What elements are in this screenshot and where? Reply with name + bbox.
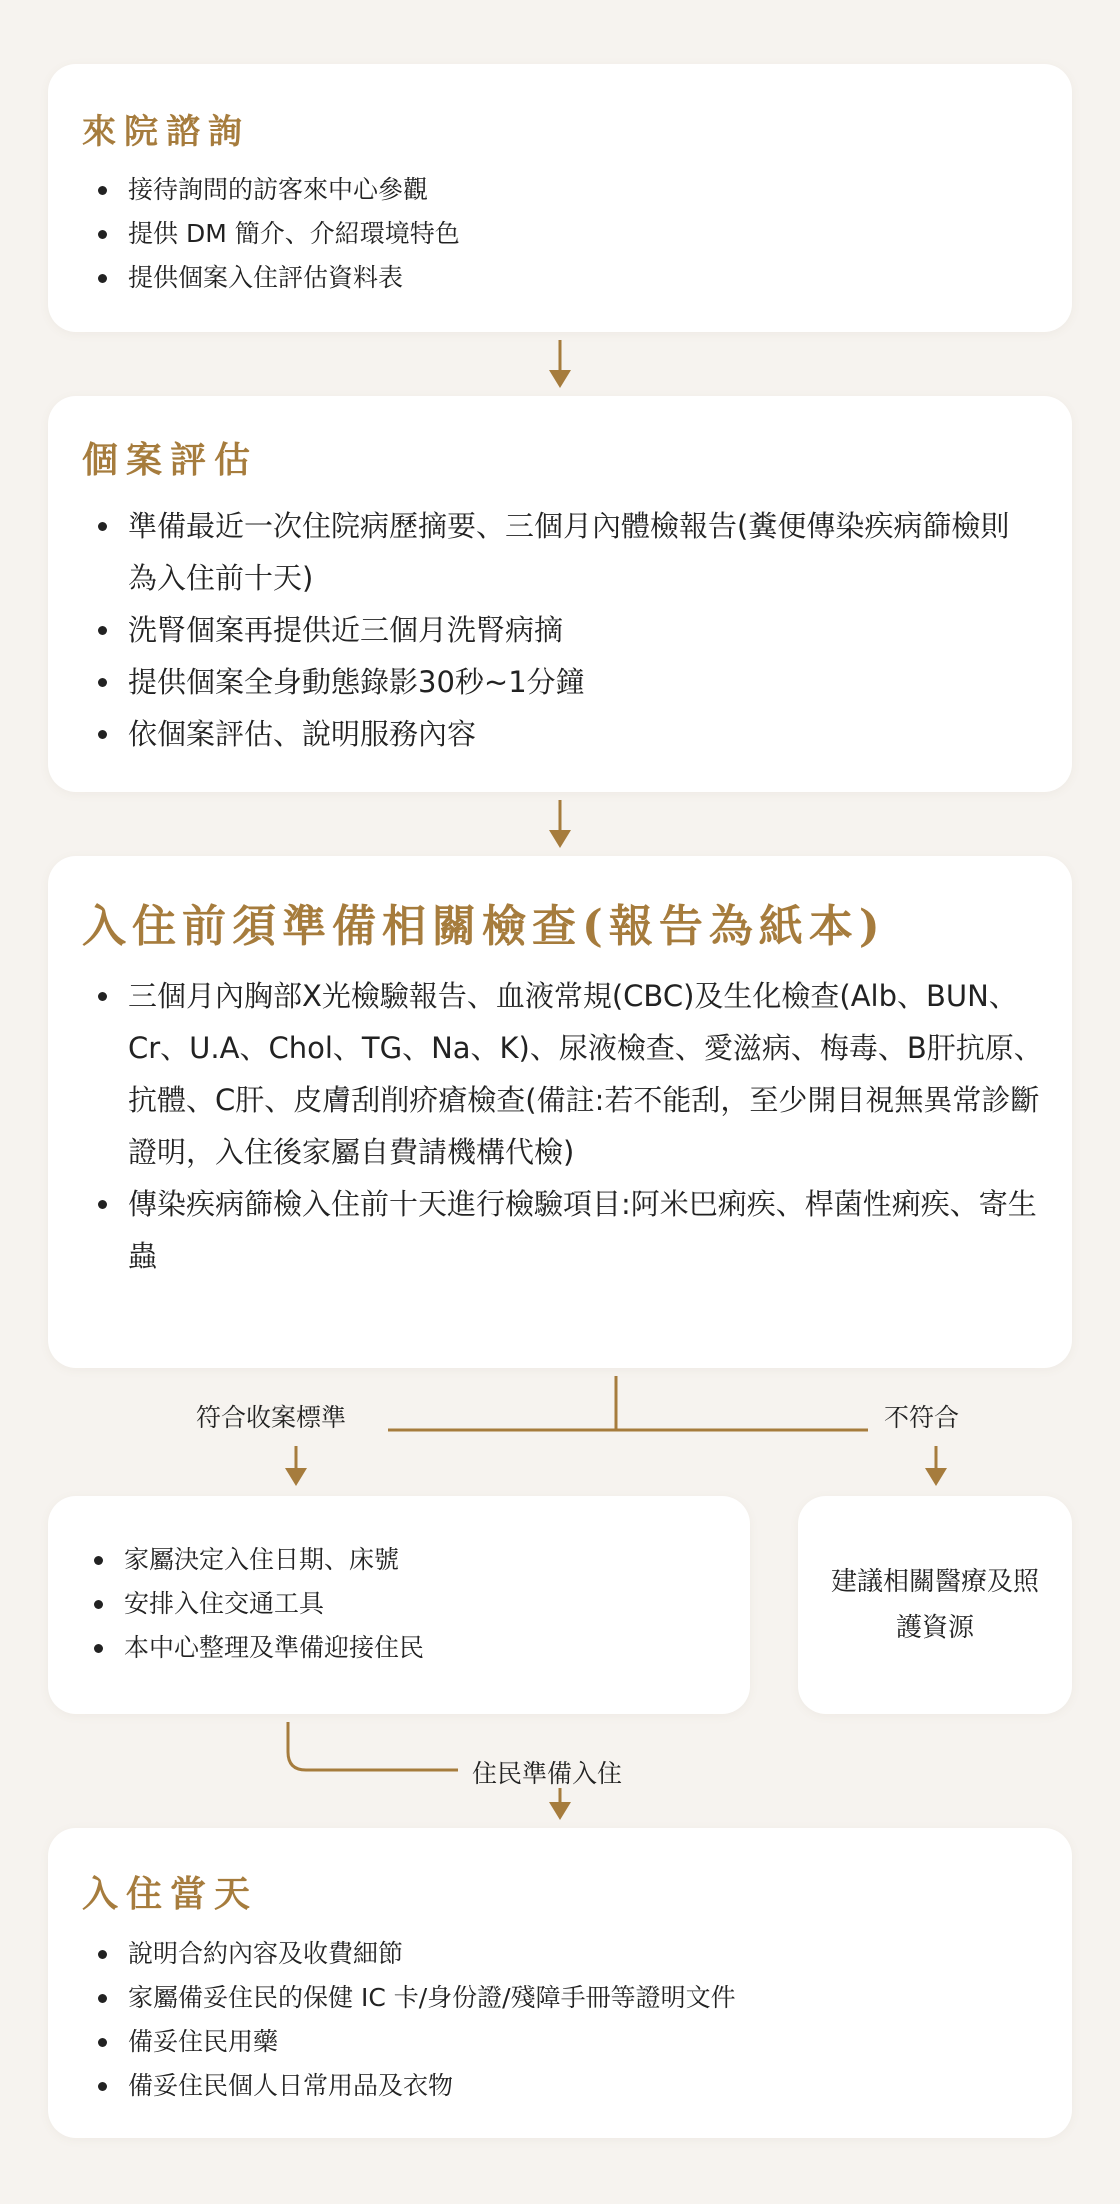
list-item: 說明合約內容及收費細節	[88, 1932, 1048, 1976]
step-card-move-in-day	[48, 1828, 1072, 2138]
consultation-list	[88, 168, 1048, 300]
step-title-pre-admission-exams: 入住前須準備相關檢查(報告為紙本)	[82, 901, 886, 952]
step-title-assessment: 個案評估	[82, 439, 259, 481]
label-move-in: 住民準備入住	[472, 1759, 623, 1788]
list-item: 依個案評估、說明服務內容	[88, 708, 1038, 760]
label-qualified: 符合收案標準	[196, 1403, 347, 1432]
list-item: 家屬決定入住日期、床號	[84, 1538, 724, 1582]
list-item: 備妥住民用藥	[88, 2020, 1048, 2064]
pre-admission-exams-list	[88, 970, 1048, 1282]
move-in-day-list	[88, 1932, 1048, 2108]
unqualified-card	[798, 1496, 1072, 1714]
step-title-consultation: 來院諮詢	[82, 112, 250, 152]
assessment-list	[88, 500, 1038, 760]
qualified-list	[84, 1538, 724, 1670]
label-unqualified: 不符合	[884, 1403, 960, 1432]
list-item: 家屬備妥住民的保健 IC 卡/身份證/殘障手冊等證明文件	[88, 1976, 1048, 2020]
list-item: 準備最近一次住院病歷摘要、三個月內體檢報告(糞便傳染疾病篩檢則為入住前十天)	[88, 500, 1038, 604]
unqualified-text: 建議相關醫療及照護資源	[830, 1567, 1039, 1643]
list-item: 洗腎個案再提供近三個月洗腎病摘	[88, 604, 1038, 656]
list-item: 提供個案全身動態錄影30秒~1分鐘	[88, 656, 1038, 708]
move-in-connector	[288, 1722, 458, 1770]
arrow-head-1	[549, 370, 571, 388]
step-card-assessment	[48, 396, 1072, 792]
arrow-head-2	[549, 830, 571, 848]
step-card-pre-admission-exams	[48, 856, 1072, 1368]
qualified-card	[48, 1496, 750, 1714]
arrow-head-5	[549, 1802, 571, 1820]
step-title-move-in-day: 入住當天	[82, 1873, 259, 1915]
list-item: 安排入住交通工具	[84, 1582, 724, 1626]
arrow-head-3	[285, 1468, 307, 1486]
list-item: 傳染疾病篩檢入住前十天進行檢驗項目:阿米巴痢疾、桿菌性痢疾、寄生蟲	[88, 1178, 1048, 1282]
list-item: 提供個案入住評估資料表	[88, 256, 1048, 300]
step-card-consultation	[48, 64, 1072, 332]
arrow-head-4	[925, 1468, 947, 1486]
list-item: 備妥住民個人日常用品及衣物	[88, 2064, 1048, 2108]
list-item: 三個月內胸部X光檢驗報告、血液常規(CBC)及生化檢查(Alb、BUN、Cr、U.A、Chol、TG、Na、K)、尿液檢查、愛滋病、梅毒、B肝抗原、抗體、C肝、皮膚刮削疥瘡檢查(備註:若不能刮，至少開目視無異常診斷證明，入住後家屬自費請機構代檢)	[88, 970, 1048, 1178]
list-item: 提供 DM 簡介、介紹環境特色	[88, 212, 1048, 256]
list-item: 本中心整理及準備迎接住民	[84, 1626, 724, 1670]
list-item: 接待詢問的訪客來中心參觀	[88, 168, 1048, 212]
